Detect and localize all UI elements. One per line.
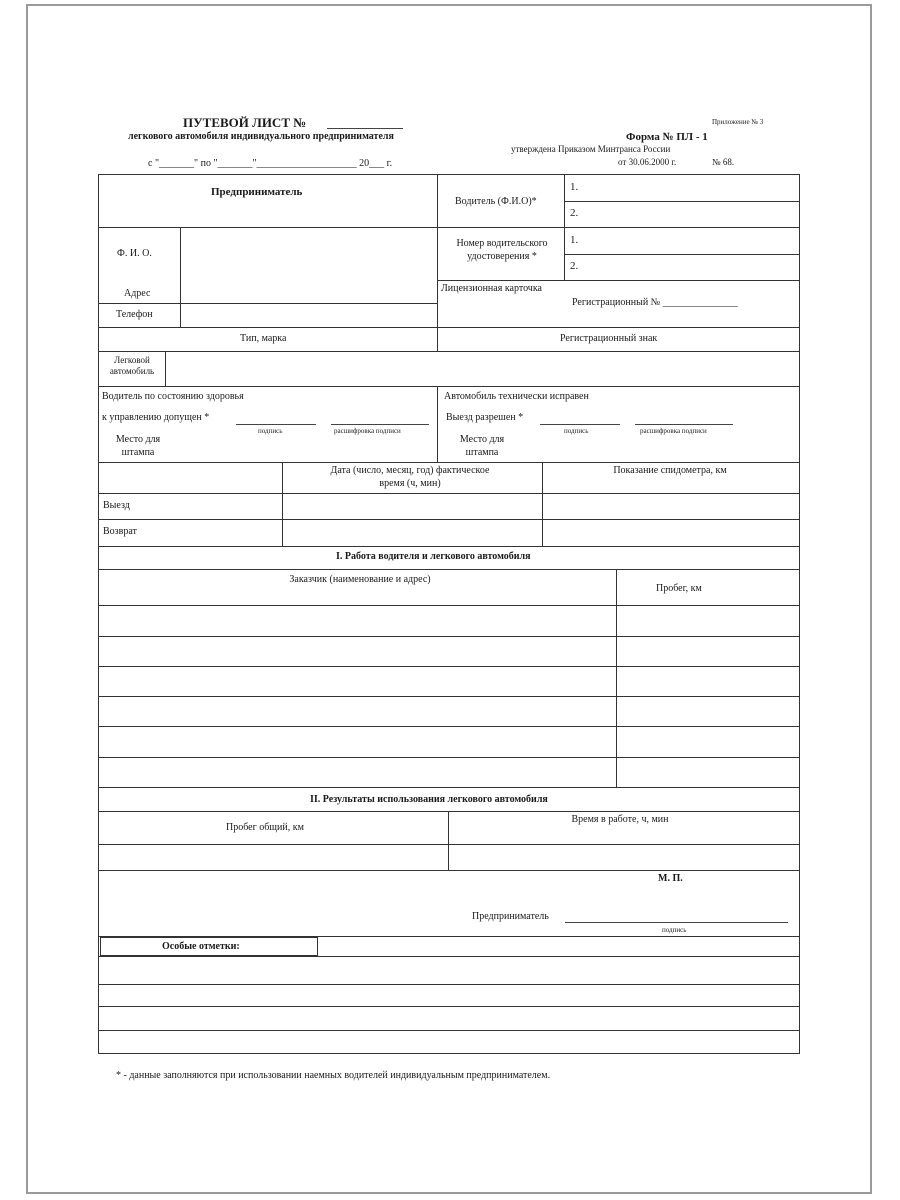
appendix-label: Приложение № 3 (712, 118, 764, 126)
license-row-1: 1. (570, 234, 579, 246)
driver-row-2: 2. (570, 207, 579, 219)
phone-label: Телефон (116, 309, 153, 320)
tech-ok-label: Автомобиль технически исправен (444, 391, 589, 402)
section2-title: II. Результаты использования легкового автомобиля (310, 794, 548, 805)
customer-header: Заказчик (наименование и адрес) (289, 574, 431, 585)
entrepreneur-heading: Предприниматель (211, 186, 303, 198)
reg-number-label: Регистрационный № _______________ (572, 297, 738, 308)
form-subtitle: легкового автомобиля индивидуального предпринимателя (128, 131, 394, 142)
entrepreneur-sign-caption: подпись (662, 926, 687, 934)
driver-row-1: 1. (570, 181, 579, 193)
stamp-place-right: Место для штампа (459, 434, 505, 458)
reg-sign-label: Регистрационный знак (560, 333, 658, 344)
fio-label: Ф. И. О. (117, 248, 152, 259)
odometer-header: Показание спидометра, км (613, 465, 727, 476)
decoding-caption-left: расшифровка подписи (334, 427, 401, 435)
return-label: Возврат (103, 526, 137, 537)
type-brand-label: Тип, марка (240, 333, 287, 344)
health-label: Водитель по состоянию здоровья (102, 391, 244, 402)
entrepreneur-sign-label: Предприниматель (472, 911, 549, 922)
license-label: Номер водительского удостоверения * (456, 238, 548, 262)
signature-caption-right: подпись (564, 427, 589, 435)
approved-date: от 30.06.2000 г. (618, 157, 677, 167)
car-label: Легковой автомобиль (109, 355, 155, 377)
exit-label: Выезд (103, 500, 130, 511)
footnote: * - данные заполняются при использовании наемных водителей индивидуальным предпринимателем. (116, 1070, 551, 1081)
signature-caption-left: подпись (258, 427, 283, 435)
license-row-2: 2. (570, 260, 579, 272)
exit-allowed-label: Выезд разрешен * (446, 412, 524, 423)
mileage-header: Пробег, км (656, 583, 702, 594)
decoding-caption-right: расшифровка подписи (640, 427, 707, 435)
address-label: Адрес (124, 288, 151, 299)
title-number-line (327, 128, 403, 129)
date-time-header: Дата (число, месяц, год) фактическое время (ч, мин) (330, 465, 490, 489)
work-time-header: Время в работе, ч, мин (571, 814, 669, 825)
section1-title: I. Работа водителя и легкового автомобиля (336, 551, 531, 562)
approved-number: № 68. (712, 157, 735, 167)
total-mileage-header: Пробег общий, км (226, 822, 304, 833)
driver-label: Водитель (Ф.И.О)* (455, 196, 537, 207)
approved-label: утверждена Приказом Минтранса России (511, 144, 671, 154)
mp-label: М. П. (658, 873, 683, 884)
notes-label: Особые отметки: (162, 941, 240, 952)
date-line: с "_______" по "_______"____________________ 20___ г. (148, 158, 393, 169)
admitted-label: к управлению допущен * (102, 412, 210, 423)
licensing-card-label: Лицензионная карточка (441, 283, 542, 294)
block1-divider (437, 175, 438, 351)
form-title: ПУТЕВОЙ ЛИСТ № (183, 115, 307, 130)
form-code: Форма № ПЛ - 1 (626, 131, 708, 143)
stamp-place-left: Место для штампа (115, 434, 161, 458)
